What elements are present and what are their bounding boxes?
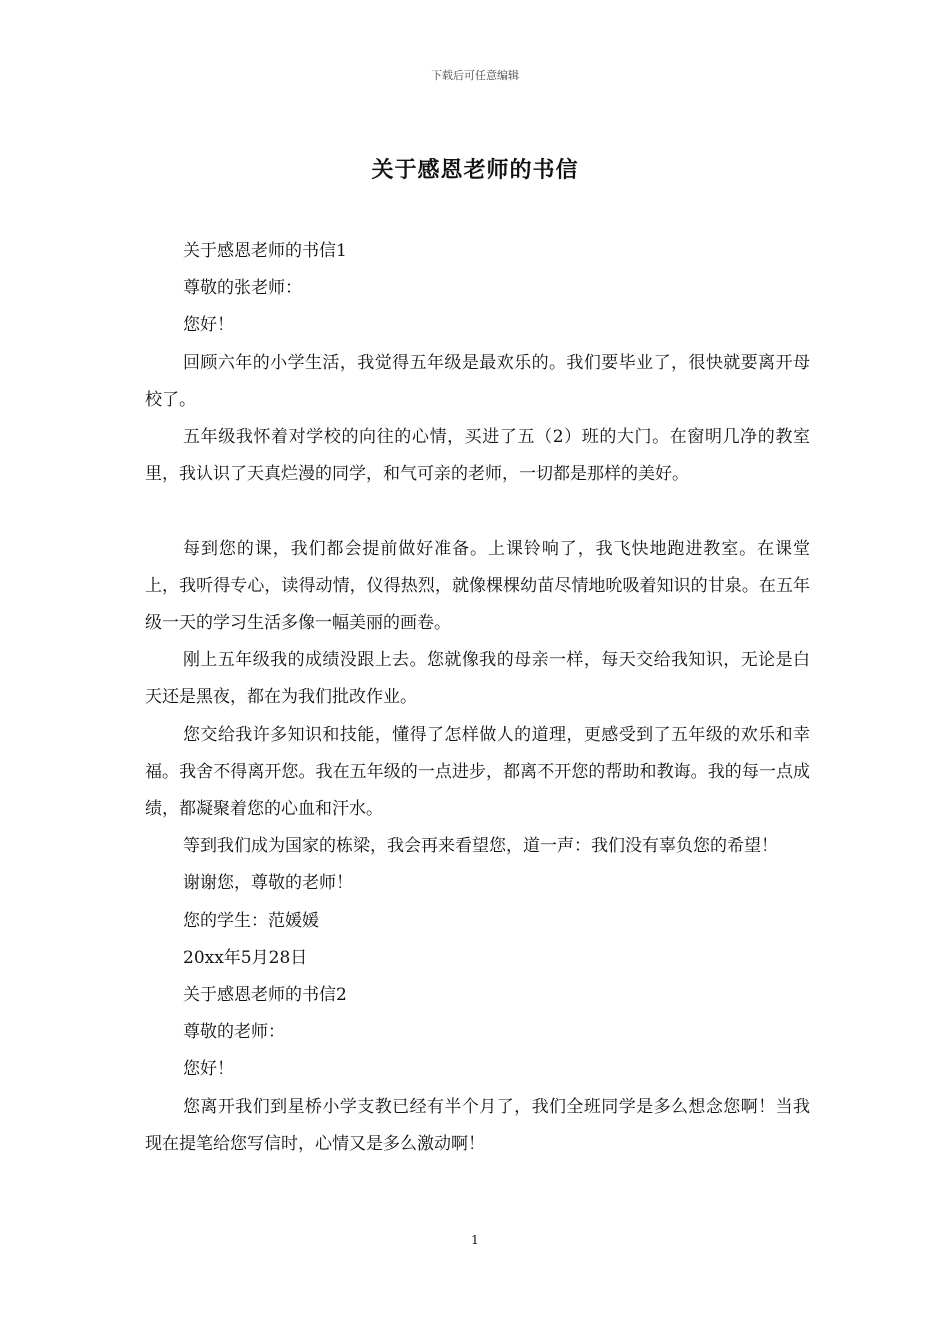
blank-line <box>145 493 810 530</box>
header-note: 下载后可任意编辑 <box>431 69 519 82</box>
greeting: 您好！ <box>183 315 234 336</box>
letter-body <box>145 233 810 1163</box>
salutation: 尊敬的张老师： <box>183 278 302 299</box>
paragraph: 回顾六年的小学生活，我觉得五年级是最欢乐的。我们要毕业了，很快就要离开母校了。 <box>145 352 810 410</box>
paragraph: 五年级我怀着对学校的向往的心情，买进了五（2）班的大门。在窗明几净的教室里，我认识了天真烂漫的同学，和气可亲的老师，一切都是那样的美好。 <box>145 427 810 485</box>
document-title: 关于感恩老师的书信 <box>371 157 579 183</box>
paragraph: 您离开我们到星桥小学支教已经有半个月了，我们全班同学是多么想念您啊！当我现在提笔给您写信时，心情又是多么激动啊！ <box>145 1096 810 1154</box>
salutation: 尊敬的老师： <box>183 1022 285 1043</box>
letter-heading-2: 关于感恩老师的书信2 <box>183 985 347 1006</box>
paragraph: 每到您的课，我们都会提前做好准备。上课铃响了，我飞快地跑进教室。在课堂上，我听得专心，读得动情，仪得热烈，就像棵棵幼苗尽情地吮吸着知识的甘泉。在五年级一天的学习生活多像一幅美丽的画卷。 <box>145 538 810 634</box>
greeting: 您好！ <box>183 1059 234 1080</box>
paragraph: 等到我们成为国家的栋梁，我会再来看望您，道一声：我们没有辜负您的希望！ <box>183 836 778 857</box>
letter-heading-1: 关于感恩老师的书信1 <box>183 241 347 261</box>
closing-thanks: 谢谢您，尊敬的老师！ <box>183 873 353 894</box>
paragraph: 刚上五年级我的成绩没跟上去。您就像我的母亲一样，每天交给我知识，无论是白天还是黑夜，都在为我们批改作业。 <box>145 650 810 708</box>
page-number: 1 <box>471 1233 479 1247</box>
letter-date: 20xx年5月28日 <box>183 947 308 968</box>
signature: 您的学生：范媛媛 <box>183 910 319 931</box>
paragraph: 您交给我许多知识和技能，懂得了怎样做人的道理，更感受到了五年级的欢乐和幸福。我舍不得离开您。我在五年级的一点进步，都离不开您的帮助和教诲。我的每一点成绩，都凝聚着您的心血和汗水。 <box>145 724 810 820</box>
